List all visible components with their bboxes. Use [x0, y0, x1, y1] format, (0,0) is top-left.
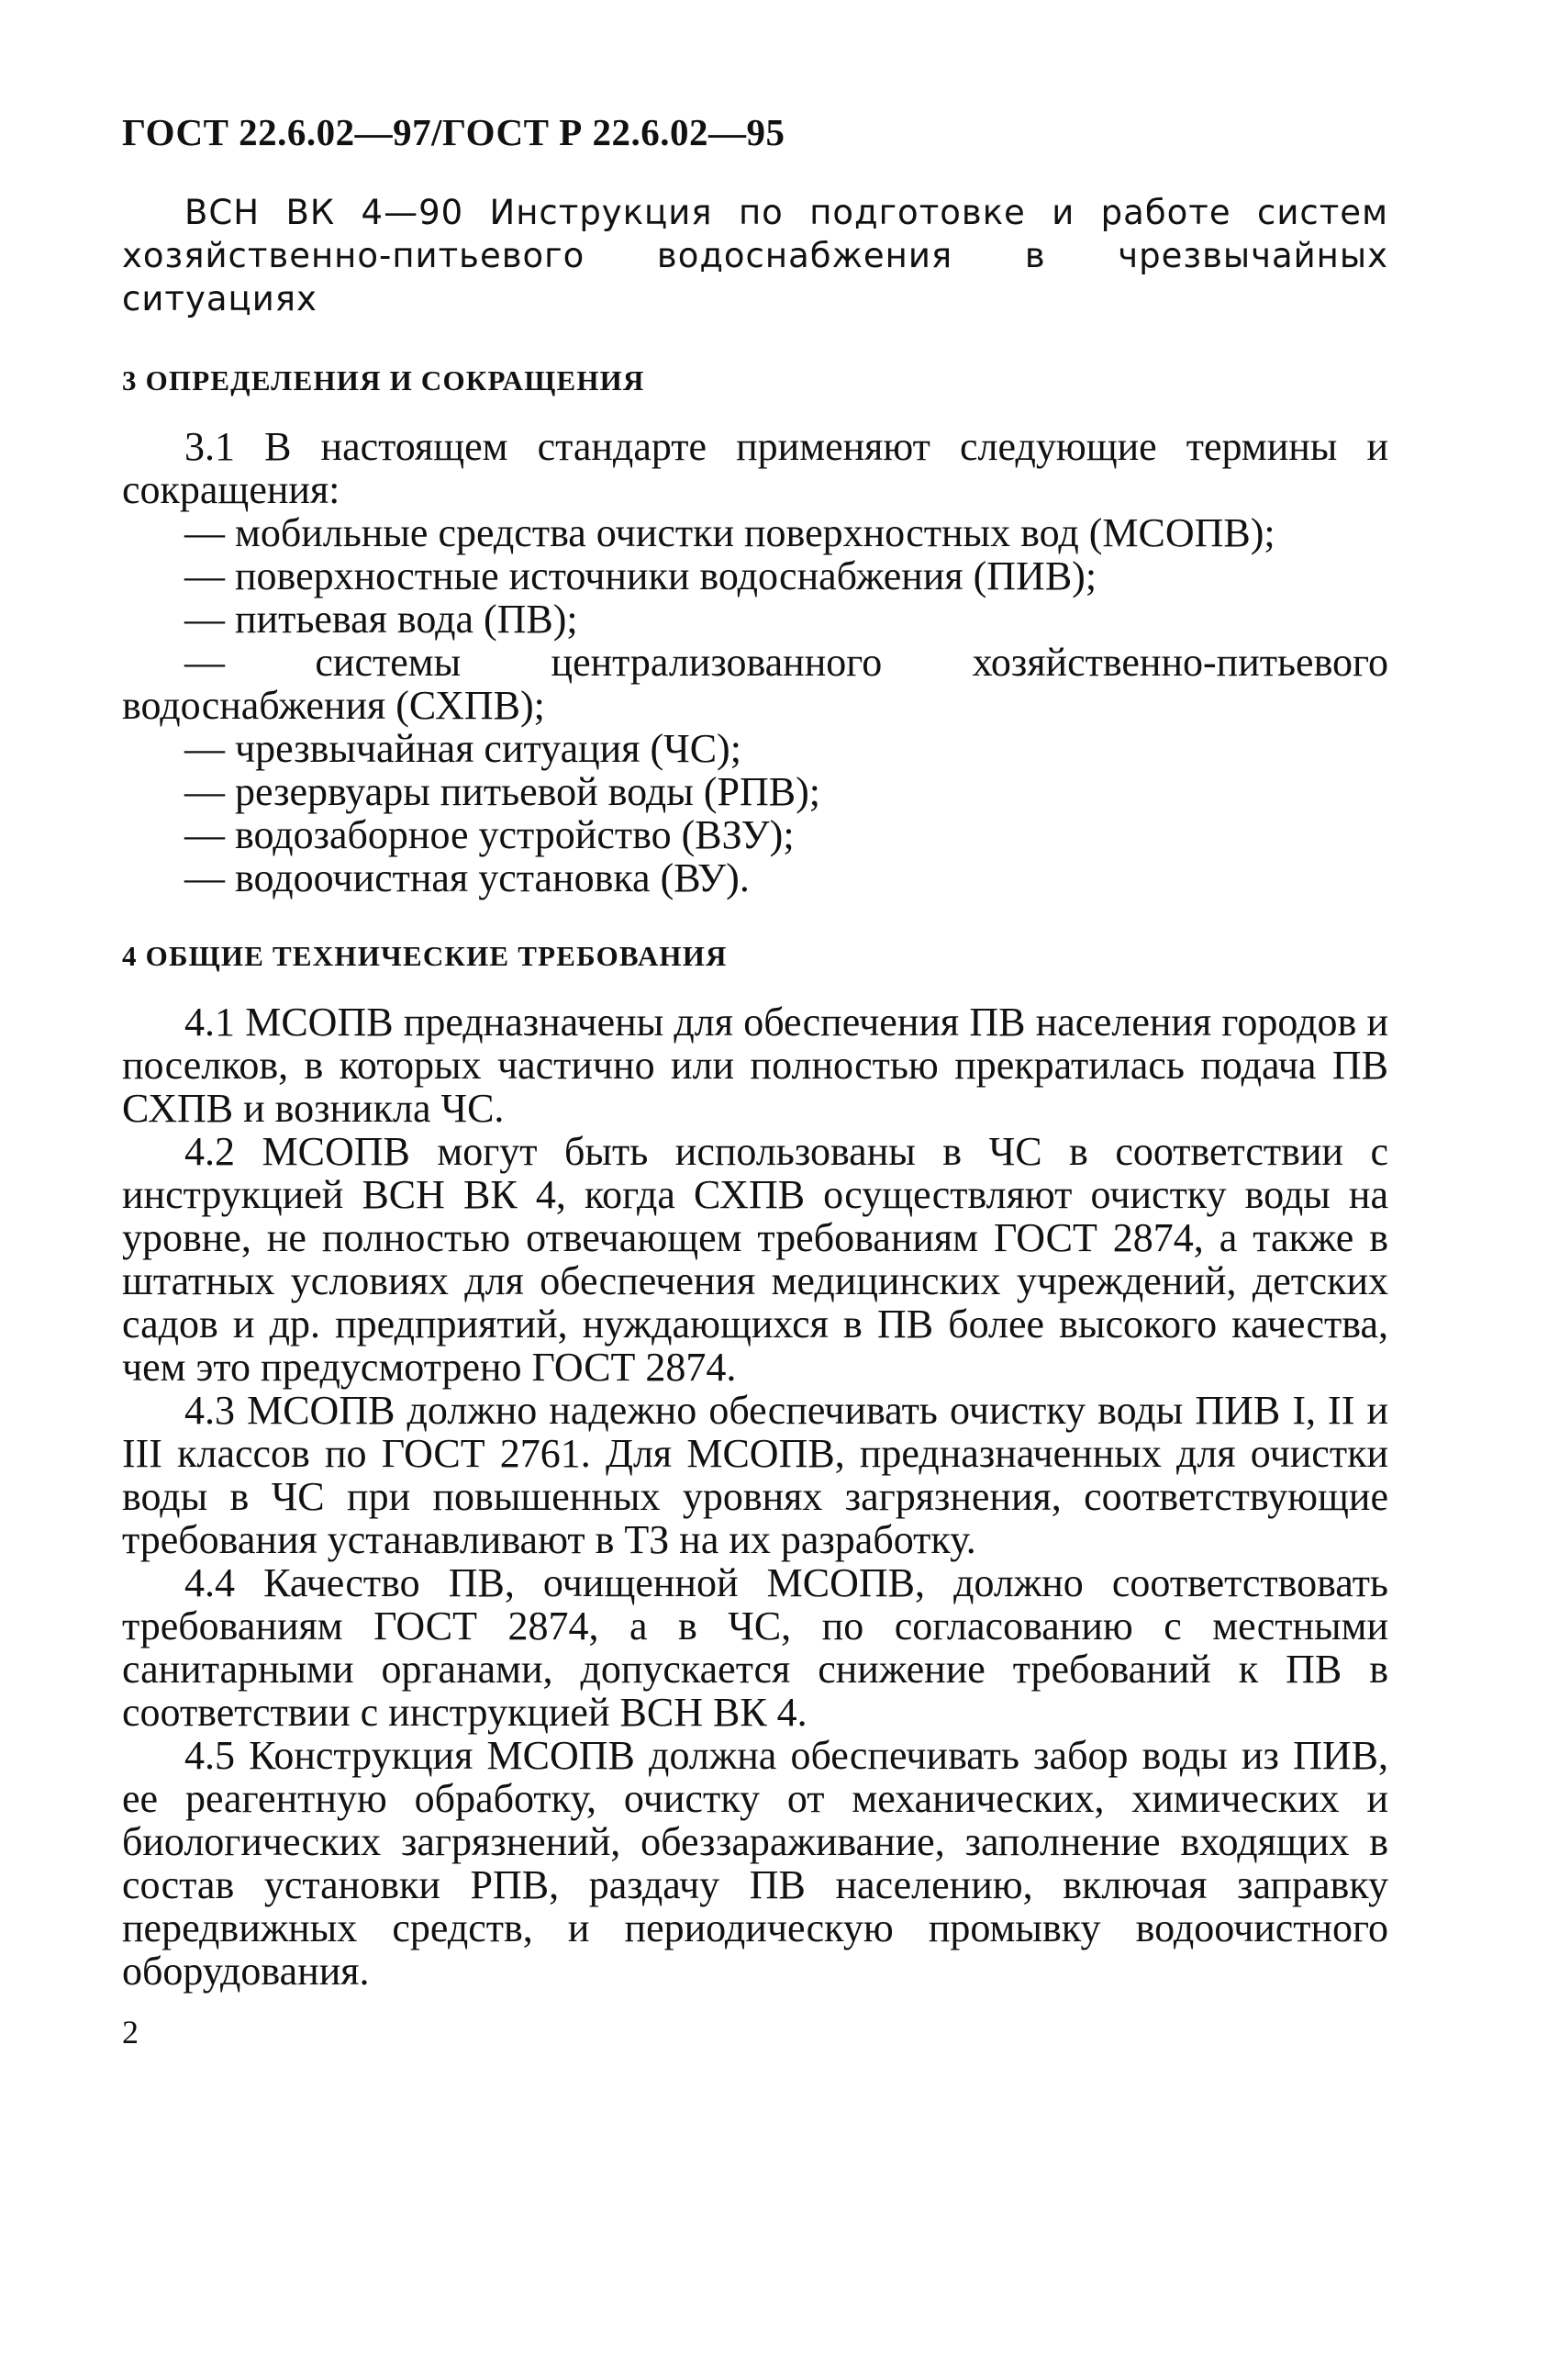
section-3-intro: 3.1 В настоящем стандарте применяют следующие термины и сокращения: [122, 424, 1388, 512]
paragraph-4-2: 4.2 МСОПВ могут быть использованы в ЧС в соответствии с инструкцией ВСН ВК 4, когда СХПВ осуществляют очистку воды на уровне, не полностью отвечающем требованиям ГОСТ 2874, а также в штатных условиях для обеспечения медицинских учреждений, детских садов и др. предприятий, нуждающихся в ПВ более высокого качества, чем это предусмотрено ГОСТ 2874. [122, 1129, 1388, 1390]
list-item: — питьевая вода (ПВ); [184, 597, 578, 642]
paragraph-4-3: 4.3 МСОПВ должно надежно обеспечивать очистку воды ПИВ I, II и III классов по ГОСТ 2761. Для МСОПВ, предназначенных для очистки воды в ЧС при повышенных уровнях загрязнения, соответствующие требования устанавливают в ТЗ на их разработку. [122, 1388, 1388, 1562]
list-item: — водоочистная установка (ВУ). [184, 855, 750, 900]
list-item: — мобильные средства очистки поверхностных вод (МСОПВ); [184, 510, 1275, 555]
paragraph-4-5: 4.5 Конструкция МСОПВ должна обеспечивать забор воды из ПИВ, ее реагентную обработку, очистку от механических, химических и биологических загрязнений, обеззараживание, заполнение входящих в состав установки РПВ, раздачу ПВ населению, включая заправку передвижных средств, и периодическую промывку водоочистного оборудования. [122, 1733, 1388, 1994]
list-item: — системы централизованного хозяйственно-питьевого водоснабжения (СХПВ); [122, 640, 1388, 728]
list-item: — поверхностные источники водоснабжения (ПИВ); [184, 553, 1097, 598]
list-item: — водозаборное устройство (ВЗУ); [184, 812, 795, 857]
section-3-title: 3 ОПРЕДЕЛЕНИЯ И СОКРАЩЕНИЯ [122, 364, 645, 397]
paragraph-4-1: 4.1 МСОПВ предназначены для обеспечения ПВ населения городов и поселков, в которых частично или полностью прекратилась подача ПВ СХПВ и возникла ЧС. [122, 1000, 1388, 1131]
abbreviation-list [122, 511, 1388, 899]
paragraph-4-4: 4.4 Качество ПВ, очищенной МСОПВ, должно соответствовать требованиям ГОСТ 2874, а в ЧС, по согласованию с местными санитарными органами, допускается снижение требований к ПВ в соответствии с инструкцией ВСН ВК 4. [122, 1560, 1388, 1735]
normative-reference: ВСН ВК 4—90 Инструкция по подготовке и работе систем хозяйственно-питьевого водоснабжения в чрезвычайных ситуациях [122, 193, 1388, 318]
list-item: — резервуары питьевой воды (РПВ); [184, 769, 820, 814]
list-item: — чрезвычайная ситуация (ЧС); [184, 726, 741, 771]
section-4-title: 4 ОБЩИЕ ТЕХНИЧЕСКИЕ ТРЕБОВАНИЯ [122, 940, 728, 972]
document-header: ГОСТ 22.6.02—97/ГОСТ Р 22.6.02—95 [122, 111, 785, 153]
page-number: 2 [122, 2014, 139, 2050]
page-content [122, 110, 1388, 1993]
